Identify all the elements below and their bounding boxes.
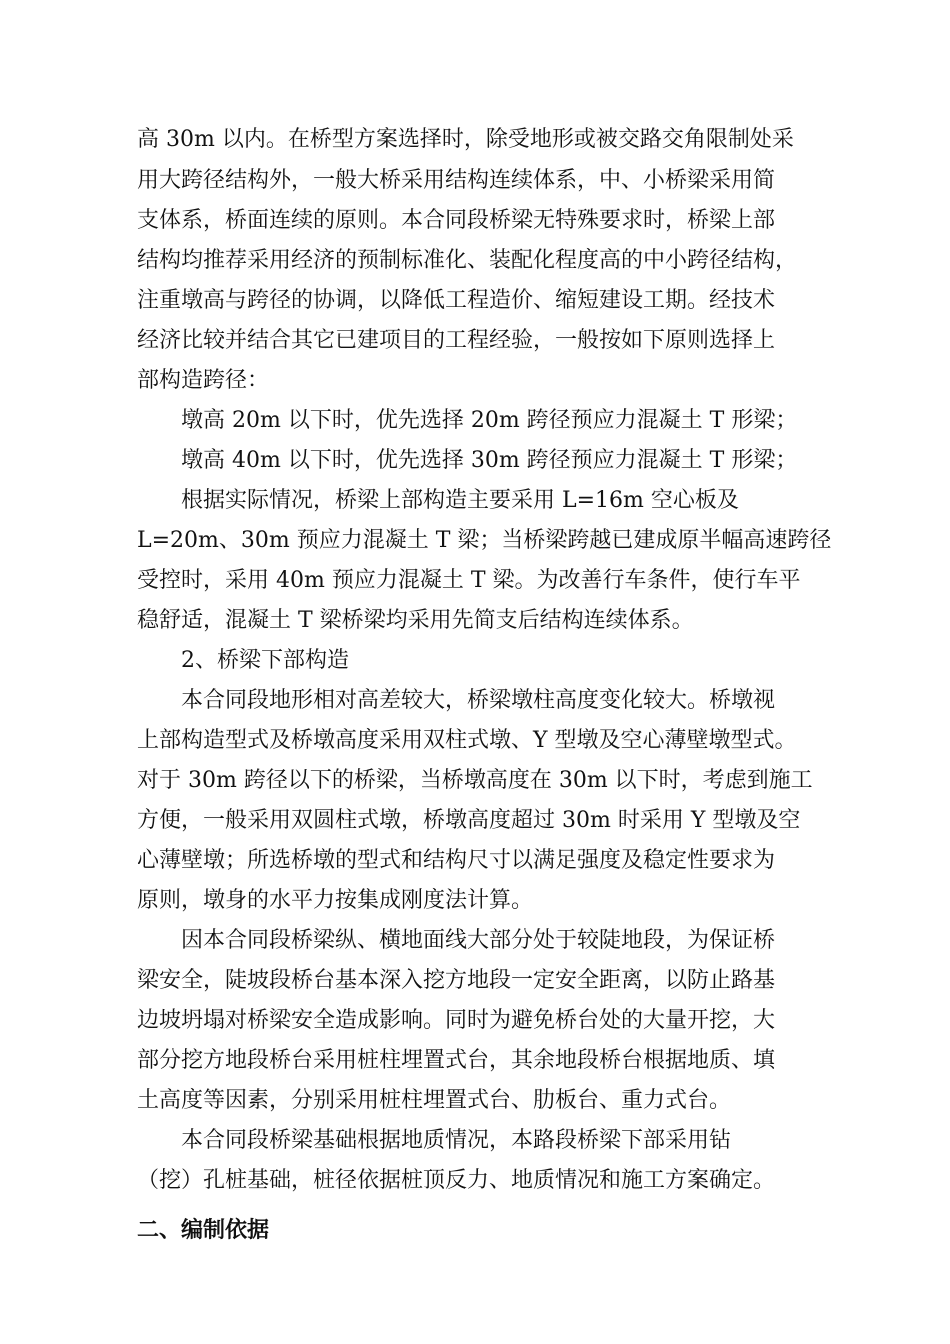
paragraph-line: 本合同段桥梁基础根据地质情况，本路段桥梁下部采用钻 [181, 1128, 732, 1153]
paragraph-line: 部分挖方地段桥台采用桩柱埋置式台，其余地段桥台根据地质、填 [137, 1048, 776, 1073]
section-heading: 二、编制依据 [137, 1218, 270, 1243]
paragraph-line: 经济比较并结合其它已建项目的工程经验，一般按如下原则选择上 [137, 328, 776, 353]
paragraph-line: 支体系，桥面连续的原则。本合同段桥梁无特殊要求时，桥梁上部 [137, 208, 776, 233]
paragraph-line: 受控时，采用 40m 预应力混凝土 T 梁。为改善行车条件，使行车平 [137, 568, 801, 593]
paragraph-line: 边坡坍塌对桥梁安全造成影响。同时为避免桥台处的大量开挖，大 [137, 1008, 776, 1033]
list-item: 墩高 40m 以下时，优先选择 30m 跨径预应力混凝土 T 形梁； [181, 448, 798, 473]
paragraph-line: 根据实际情况，桥梁上部构造主要采用 L=16m 空心板及 [181, 488, 739, 513]
paragraph-line: 结构均推荐采用经济的预制标准化、装配化程度高的中小跨径结构， [137, 248, 798, 273]
paragraph-line: 稳舒适，混凝土 T 梁桥梁均采用先简支后结构连续体系。 [137, 608, 694, 633]
subsection-title: 2、桥梁下部构造 [181, 648, 349, 673]
paragraph-line: 方便，一般采用双圆柱式墩，桥墩高度超过 30m 时采用 Y 型墩及空 [137, 808, 801, 833]
paragraph-line: 对于 30m 跨径以下的桥梁，当桥墩高度在 30m 以下时，考虑到施工 [137, 768, 813, 793]
paragraph-line: L=20m、30m 预应力混凝土 T 梁；当桥梁跨越已建成原半幅高速跨径 [137, 528, 832, 553]
paragraph-line: 本合同段地形相对高差较大，桥梁墩柱高度变化较大。桥墩视 [181, 688, 776, 713]
paragraph-line: 梁安全，陡坡段桥台基本深入挖方地段一定安全距离，以防止路基 [137, 968, 776, 993]
paragraph-line: 土高度等因素，分别采用桩柱埋置式台、肋板台、重力式台。 [137, 1088, 732, 1113]
paragraph-line: 用大跨径结构外，一般大桥采用结构连续体系，中、小桥梁采用简 [137, 168, 776, 193]
paragraph-line: 高 30m 以内。在桥型方案选择时，除受地形或被交路交角限制处采 [137, 127, 794, 152]
paragraph-line: 部构造跨径： [137, 368, 270, 393]
paragraph-line: 心薄壁墩；所选桥墩的型式和结构尺寸以满足强度及稳定性要求为 [137, 848, 776, 873]
paragraph-line: 因本合同段桥梁纵、横地面线大部分处于较陡地段，为保证桥 [181, 928, 776, 953]
paragraph-line: （挖）孔桩基础，桩径依据桩顶反力、地质情况和施工方案确定。 [137, 1168, 776, 1193]
list-item: 墩高 20m 以下时，优先选择 20m 跨径预应力混凝土 T 形梁； [181, 408, 798, 433]
paragraph-line: 上部构造型式及桥墩高度采用双柱式墩、Y 型墩及空心薄壁墩型式。 [137, 728, 797, 753]
paragraph-line: 原则，墩身的水平力按集成刚度法计算。 [137, 888, 534, 913]
paragraph-line: 注重墩高与跨径的协调，以降低工程造价、缩短建设工期。经技术 [137, 288, 776, 313]
